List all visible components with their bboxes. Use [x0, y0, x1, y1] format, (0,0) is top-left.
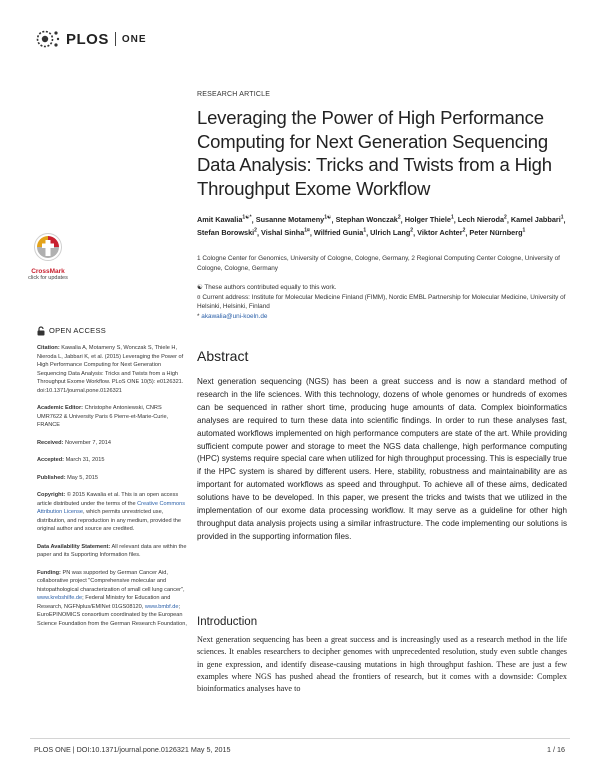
author-name: Peter Nürnberg$^1$ — [469, 227, 526, 238]
introduction-text: Next generation sequencing has been a great success and is increasingly used as a research method in the life sciences. It enables researchers to decipher genomes with unprecedented resolution, study even subtle changes in gene expression, and identify disease-causing mutations in high throughput fashion. These are just a few examples where NGS has pushed ahead the frontiers of research, but it comes with a downside: Complex bioinformatics analyses have to — [197, 635, 567, 694]
article-sidebar — [37, 326, 187, 637]
author-affiliation-marker: 2 — [254, 227, 257, 234]
editor-block — [37, 404, 187, 430]
author-affiliation-marker: 2 — [462, 227, 466, 234]
accepted-date: March 31, 2015 — [64, 457, 105, 463]
author-name: Vishal Sinha$^{1¤}$ — [261, 227, 310, 238]
author-name: Viktor Achter$^2$ — [417, 227, 466, 238]
author-affiliation-marker: 1☯ — [324, 215, 332, 221]
copyright-text: © 2015 Kawalia et al. This is an open access article distributed under the terms of the — [37, 492, 179, 507]
citation-label: Citation: — [37, 345, 60, 351]
article-title: Leveraging the Power of High Performance Computing for Next Generation Sequencing Data Analysis: Tricks and Twists from a High Throughput Exome Workflow — [197, 107, 552, 199]
copyright-text-end: , which permits unrestricted use, distribution, and reproduction in any medium, provided the original author and source are credited. — [37, 509, 181, 532]
krebshilfe-link[interactable]: www.krebshilfe.de — [37, 595, 83, 601]
crossmark-label — [28, 269, 68, 281]
author-affiliation-marker: 1☯* — [242, 215, 252, 221]
author-name: Lech Nieroda$^2$ — [457, 215, 507, 225]
funding-text-3: ; EuroEPINOMICS consortium coordinated by the European Science Foundation from the German Research Foundation, — [37, 603, 187, 627]
journal-name: ONE — [121, 33, 147, 45]
author-affiliation-marker: 2 — [397, 215, 401, 221]
data-availability-text: All relevant data are within the paper and its Supporting Information files. — [37, 543, 187, 558]
crossmark-subtitle: click for updates — [28, 275, 68, 281]
author-name: Stephan Wonczak$^2$ — [335, 215, 401, 225]
license-link[interactable]: Creative Commons Attribution License — [37, 500, 185, 515]
editor-text: Christophe Antoniewski, CNRS UMR7622 & University Paris 6 Pierre-et-Marie-Curie, FRANCE — [37, 405, 169, 428]
corresponding-email-note — [197, 312, 567, 322]
accepted-label: Accepted: — [37, 457, 65, 463]
citation-block — [37, 344, 187, 395]
bmbf-link[interactable]: www.bmbf.de — [144, 603, 179, 610]
data-availability-label: Data Availability Statement: — [37, 543, 111, 550]
funding-text-2: ; Federal Ministry for Education and Research, NGFNplus/EMINet 01GS08120, — [37, 595, 171, 610]
author-name: Kamel Jabbari$^1$ — [510, 215, 564, 225]
open-access-label: OPEN ACCESS — [49, 325, 107, 335]
author-name: Amit Kawalia$^{1☯*}$ — [197, 215, 252, 225]
plos-logo-icon — [34, 28, 62, 50]
author-affiliation-marker: 1 — [522, 227, 526, 234]
article-type: RESEARCH ARTICLE — [197, 91, 271, 98]
equal-contribution-note: ☯ These authors contributed equally to this work. — [197, 284, 337, 291]
published-date: May 5, 2015 — [65, 474, 98, 481]
plos-one-logo[interactable] — [34, 28, 147, 50]
footer-citation: PLOS ONE | DOI:10.1371/journal.pone.0126321 May 5, 2015 — [34, 745, 231, 754]
funding-text: PN was supported by German Cancer Aid, collaborative project "Comprehensive molecular and histopathological characterization of small cell lung cancer", — [37, 569, 185, 593]
author-affiliation-marker: 2 — [504, 215, 507, 221]
crossmark-icon — [33, 232, 63, 262]
published-block — [37, 474, 187, 483]
accepted-block — [37, 456, 187, 465]
copyright-block — [37, 491, 187, 534]
received-block — [37, 439, 187, 448]
received-label: Received: — [37, 439, 64, 446]
author-affiliation-marker: 1¤ — [304, 227, 310, 234]
abstract-text: Next generation sequencing (NGS) has been a great success and is now a standard method of research in the life sciences. With this technology, dozens of whole genomes or hundreds of exomes can be sequenced in rather short time, producing huge amounts of data. Complex bioinformatics analyses are required to turn these data into scientific findings. In order to run these analyses fast, automated workflows implemented on high performance computers are state of the art. While providing sufficient compute power and storage to meet the NGS data challenge, high performance computing (HPC) systems require special care when utilized for high throughput processing. This is especially true if the HPC system is shared by different users. Here, stability, robustness and maintainability are as important for automated workflows as speed and throughput. To achieve all of these aims, dedicated solutions have to be developed. In this paper, we present the tricks and twists that we utilized in the implementation of our exome data processing workflow. It may serve as a guideline for other high throughput data analysis projects using a similar infrastructure. The code implementing our solutions is provided in the supporting information files. — [197, 377, 567, 541]
funding-block — [37, 569, 187, 629]
author-name: Ulrich Lang$^2$ — [370, 227, 414, 238]
logo-divider — [115, 32, 116, 46]
corresponding-email-link[interactable]: akawalia@uni-koeln.de — [201, 312, 268, 320]
data-availability-block — [37, 543, 187, 560]
corresponding-marker: * — [197, 312, 202, 320]
copyright-label: Copyright: — [37, 492, 66, 498]
current-address-note: ¤ Current address: Institute for Molecular Medicine Finland (FIMM), Nordic EMBL Partnership for Molecular Medicine, University of Helsinki, Helsinki, Finland — [197, 293, 566, 311]
open-access-badge — [37, 326, 187, 336]
author-list: Amit Kawalia$^{1☯*}$, Susanne Motameny$^{1☯}$, Stephan Wonczak$^2$, Holger Thiele$^1$, Lech Nieroda$^2$, Kamel Jabbari$^1$, Stefan Borowski$^2$, Vishal Sinha$^{1¤}$, Wilfried Gunia$^1$, Ulrich Lang$^2$, Viktor Achter$^2$, Peter Nürnberg$^1$ — [197, 215, 566, 238]
received-date: November 7, 2014 — [63, 439, 112, 446]
author-affiliation-marker: 1 — [560, 215, 564, 221]
funding-label: Funding: — [37, 569, 61, 576]
author-affiliation-marker: 1 — [363, 227, 367, 234]
page-number: 1 / 16 — [547, 745, 565, 754]
author-name: Stefan Borowski$^2$ — [197, 227, 257, 238]
introduction-heading: Introduction — [197, 616, 258, 628]
author-name: Wilfried Gunia$^1$ — [313, 227, 367, 238]
footer-divider — [30, 738, 570, 739]
author-name: Susanne Motameny$^{1☯}$ — [255, 215, 332, 225]
author-name: Holger Thiele$^1$ — [404, 215, 454, 225]
open-lock-icon — [37, 326, 45, 336]
author-affiliation-marker: 2 — [410, 227, 414, 234]
crossmark-title: CrossMark — [31, 268, 65, 275]
published-label: Published: — [37, 474, 66, 481]
crossmark-badge[interactable] — [28, 232, 68, 281]
plos-wordmark: PLOS — [66, 30, 109, 48]
editor-label: Academic Editor: — [37, 405, 84, 411]
citation-text: Kawalia A, Motameny S, Wonczak S, Thiele H, Nieroda L, Jabbari K, et al. (2015) Leveraging the Power of High Performance Computing for Next Generation Sequencing Data Analysis: Tricks and Twists from a High Throughput Exome Workflow. PLoS ONE 10(5): e0126321. doi:10.1371/journal.pone.0126321 — [37, 345, 184, 394]
affiliations: 1 Cologne Center for Genomics, University of Cologne, Cologne, Germany, 2 Regional Computing Center Cologne, University of Cologne, Cologne, Germany — [197, 255, 560, 272]
author-notes — [197, 283, 567, 321]
author-affiliation-marker: 1 — [450, 215, 454, 221]
abstract-heading: Abstract — [197, 348, 249, 364]
